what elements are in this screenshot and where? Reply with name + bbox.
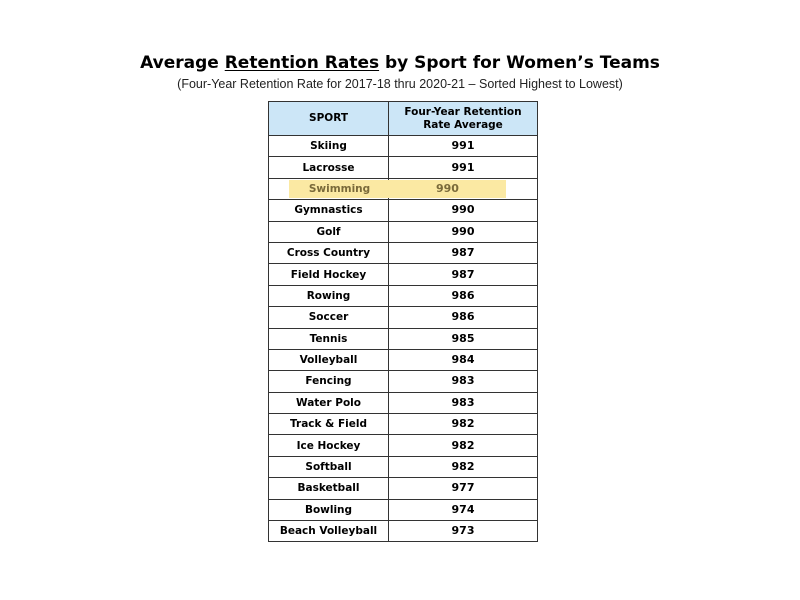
value-cell	[389, 285, 538, 306]
sport-cell	[269, 178, 389, 199]
table-row	[269, 285, 538, 306]
retention-value: 982	[451, 438, 475, 452]
value-cell	[389, 435, 538, 456]
value-cell	[389, 200, 538, 221]
sport-label: Water Polo	[296, 396, 361, 409]
sport-label: Tennis	[309, 332, 348, 345]
sport-label: Soccer	[308, 311, 349, 324]
retention-value: 987	[451, 267, 475, 281]
sport-label: Volleyball	[299, 354, 358, 367]
sport-label: Ice Hockey	[296, 439, 361, 452]
sport-cell	[269, 392, 389, 413]
table-row	[269, 478, 538, 499]
value-cell	[389, 264, 538, 285]
sport-label: Field Hockey	[290, 268, 367, 281]
sport-label: Lacrosse	[302, 161, 355, 174]
sport-cell	[269, 435, 389, 456]
table-row	[269, 414, 538, 435]
sport-label: Rowing	[306, 289, 351, 302]
sport-cell	[269, 478, 389, 499]
retention-value: 983	[451, 395, 475, 409]
sport-label: Swimming	[289, 180, 390, 198]
table-row	[269, 499, 538, 520]
retention-value: 990	[451, 224, 475, 238]
sport-cell	[269, 242, 389, 263]
sport-cell	[269, 200, 389, 221]
value-cell	[389, 307, 538, 328]
retention-value: 990	[388, 180, 506, 198]
value-cell	[389, 456, 538, 477]
sport-cell	[269, 414, 389, 435]
table-row	[269, 328, 538, 349]
retention-value: 986	[451, 310, 475, 324]
retention-value: 985	[451, 331, 475, 345]
retention-table	[268, 101, 538, 542]
sport-label: Track & Field	[290, 418, 367, 431]
sport-cell	[269, 371, 389, 392]
table-row	[269, 307, 538, 328]
table-row	[269, 521, 538, 542]
table-header-row	[269, 102, 538, 136]
sport-cell	[269, 328, 389, 349]
table-row	[269, 157, 538, 178]
retention-value: 974	[451, 502, 475, 516]
header-retention-line-1: Four-Year Retention	[404, 105, 522, 118]
table-row	[269, 435, 538, 456]
header-retention	[389, 102, 538, 136]
table-row	[269, 264, 538, 285]
value-cell	[389, 499, 538, 520]
sport-label: Gymnastics	[294, 204, 363, 217]
title-underlined: Retention Rates	[224, 53, 380, 73]
chart-subtitle: (Four-Year Retention Rate for 2017-18 thru 2020-21 – Sorted Highest to Lowest)	[177, 77, 623, 91]
retention-value: 984	[451, 353, 475, 367]
retention-value: 973	[451, 524, 475, 538]
retention-value: 982	[451, 460, 475, 474]
title-prefix: Average	[140, 53, 225, 73]
value-cell	[389, 371, 538, 392]
sport-cell	[269, 221, 389, 242]
value-cell	[389, 478, 538, 499]
sport-cell	[269, 499, 389, 520]
sport-label: Fencing	[305, 375, 352, 388]
sport-cell	[269, 157, 389, 178]
sport-label: Cross Country	[286, 247, 371, 260]
sport-label: Bowling	[304, 503, 353, 516]
title-suffix: by Sport for Women’s Teams	[379, 53, 660, 73]
retention-value: 987	[451, 246, 475, 260]
value-cell	[389, 414, 538, 435]
sport-cell	[269, 349, 389, 370]
sport-label: Skiing	[310, 140, 347, 153]
value-cell	[389, 349, 538, 370]
header-retention-line-2: Rate Average	[423, 118, 503, 131]
retention-value: 977	[451, 481, 475, 495]
table-row	[269, 178, 538, 199]
sport-cell	[269, 521, 389, 542]
retention-value: 986	[451, 288, 475, 302]
sport-cell	[269, 456, 389, 477]
sport-label: Softball	[305, 461, 352, 474]
sport-label: Beach Volleyball	[279, 525, 378, 538]
retention-value: 983	[451, 374, 475, 388]
table-body	[269, 136, 538, 542]
sport-cell	[269, 307, 389, 328]
table-row	[269, 371, 538, 392]
sport-cell	[269, 264, 389, 285]
sport-label: Golf	[316, 225, 341, 238]
value-cell	[389, 328, 538, 349]
table-row	[269, 221, 538, 242]
value-cell	[389, 136, 538, 157]
sport-cell	[269, 285, 389, 306]
chart-title	[0, 52, 800, 74]
sport-label: Basketball	[297, 482, 360, 495]
header-sport: SPORT	[269, 102, 389, 136]
table-row	[269, 200, 538, 221]
retention-value: 982	[451, 417, 475, 431]
value-cell	[389, 521, 538, 542]
table-row	[269, 136, 538, 157]
value-cell	[389, 157, 538, 178]
value-cell	[389, 221, 538, 242]
table-row	[269, 392, 538, 413]
retention-value: 990	[451, 203, 475, 217]
value-cell	[389, 178, 538, 199]
value-cell	[389, 242, 538, 263]
value-cell	[389, 392, 538, 413]
table-row	[269, 349, 538, 370]
table-row	[269, 456, 538, 477]
sport-cell	[269, 136, 389, 157]
retention-value: 991	[451, 160, 475, 174]
table-row	[269, 242, 538, 263]
retention-value: 991	[451, 139, 475, 153]
